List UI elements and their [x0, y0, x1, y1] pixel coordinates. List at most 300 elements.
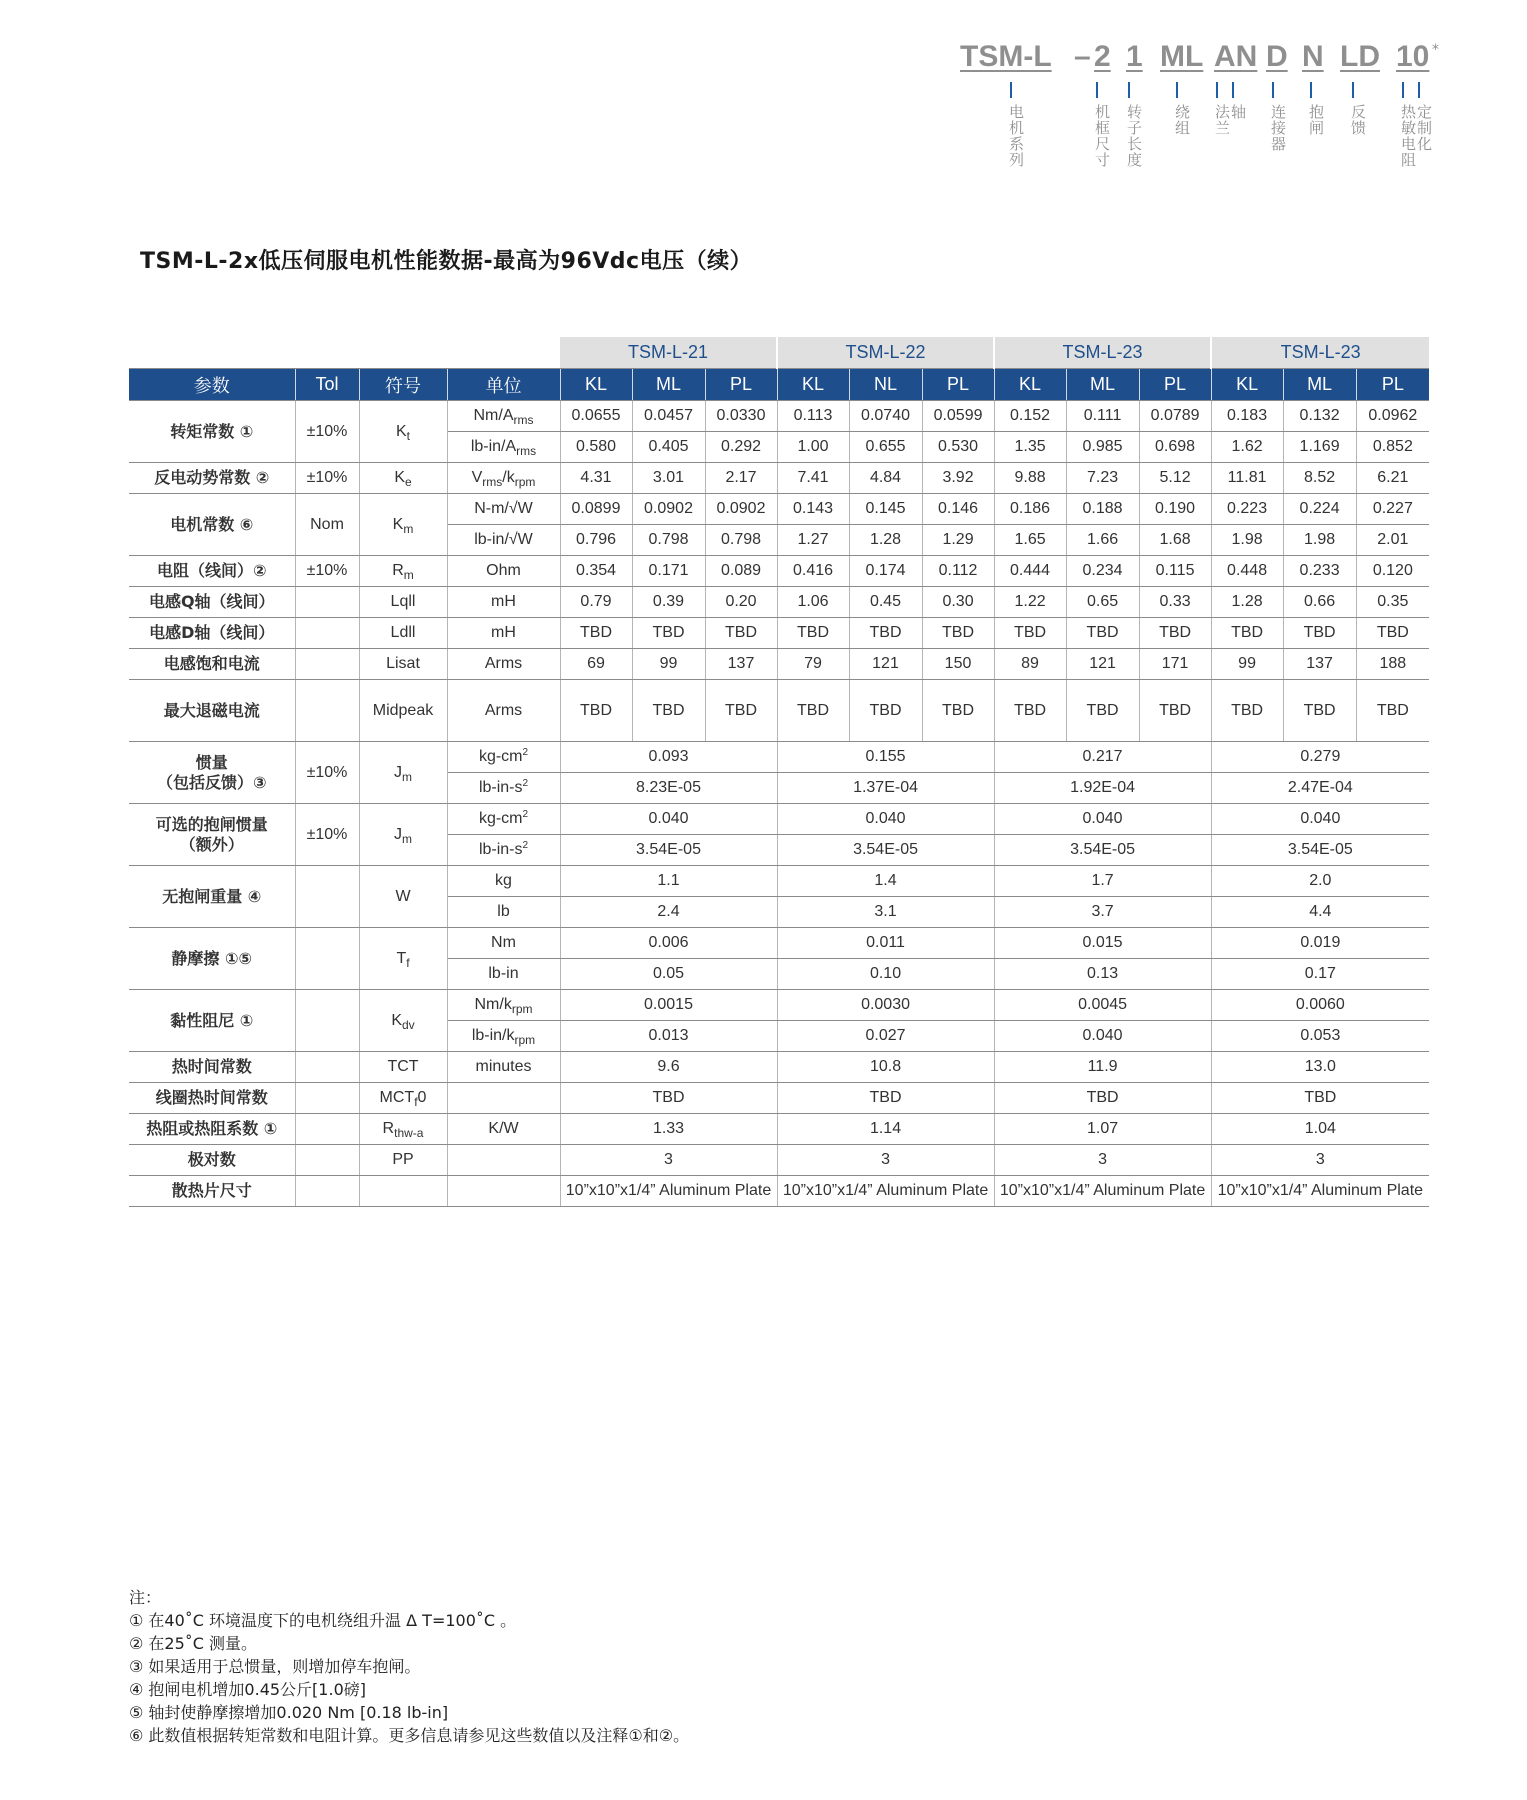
param-label: 无抱闸重量 ④ [129, 866, 295, 928]
value-cell: 0.188 [1066, 494, 1139, 525]
value-cell: 1.65 [994, 525, 1066, 556]
note-item: ② 在25˚C 测量。 [129, 1634, 258, 1653]
symbol-cell: $J_m$ [359, 804, 447, 866]
value-cell: 2.01 [1356, 525, 1429, 556]
unit-cell: K/W [447, 1114, 560, 1145]
value-cell: 0.217 [994, 742, 1211, 773]
value-cell: TBD [632, 618, 705, 649]
note-item: ③ 如果适用于总惯量，则增加停车抱闸。 [129, 1657, 421, 1676]
label-feedback: 反馈 [1350, 82, 1366, 136]
unit-cell: N-m/√W [447, 494, 560, 525]
value-cell: 1.28 [849, 525, 922, 556]
value-cell: 0.111 [1066, 401, 1139, 432]
value-cell: TBD [1283, 618, 1356, 649]
unit-cell: $lb-in/A_{rms}$ [447, 432, 560, 463]
value-cell: 0.354 [560, 556, 632, 587]
tol-cell: ±10% [295, 401, 359, 463]
unit-cell: $V_{rms}/k_{rpm}$ [447, 463, 560, 494]
col-unit: 单位 [447, 369, 560, 401]
value-cell: TBD [1066, 680, 1139, 742]
value-cell: 2.47E-04 [1211, 773, 1429, 804]
value-cell: TBD [1139, 680, 1211, 742]
model-header-2: TSM-L-22 [777, 337, 994, 369]
symbol-cell: $MCT_f0$ [359, 1083, 447, 1114]
value-cell: TBD [1139, 618, 1211, 649]
param-label: 静摩擦 ①⑤ [129, 928, 295, 990]
unit-cell: $lb-in/k_{rpm}$ [447, 1021, 560, 1052]
value-cell: 0.05 [560, 959, 777, 990]
unit-cell [447, 1083, 560, 1114]
value-cell: TBD [632, 680, 705, 742]
param-label: 热时间常数 [129, 1052, 295, 1083]
tol-cell: ±10% [295, 804, 359, 866]
param-label: 电机常数 ⑥ [129, 494, 295, 556]
value-cell: 0.0962 [1356, 401, 1429, 432]
value-cell: TBD [560, 618, 632, 649]
value-cell: 0.143 [777, 494, 849, 525]
value-cell: 188 [1356, 649, 1429, 680]
value-cell: 0.120 [1356, 556, 1429, 587]
value-cell: 0.33 [1139, 587, 1211, 618]
model-header-1: TSM-L-21 [560, 337, 777, 369]
value-cell: 0.183 [1211, 401, 1283, 432]
note-item: ⑥ 此数值根据转矩常数和电阻计算。更多信息请参见这些数值以及注释①和②。 [129, 1726, 690, 1745]
value-cell: 1.4 [777, 866, 994, 897]
value-cell: 0.040 [994, 804, 1211, 835]
value-cell: 0.089 [705, 556, 777, 587]
table-row [129, 928, 1429, 959]
value-cell: TBD [922, 618, 994, 649]
value-cell: 0.30 [922, 587, 994, 618]
param-label: 反电动势常数 ② [129, 463, 295, 494]
unit-cell: Nm [447, 928, 560, 959]
value-cell: 0.798 [705, 525, 777, 556]
unit-cell: $kg-cm^2$ [447, 742, 560, 773]
value-cell: 0.65 [1066, 587, 1139, 618]
value-cell: 79 [777, 649, 849, 680]
param-label: 可选的抱闸惯量 （额外） [129, 804, 295, 866]
col-winding: ML [1283, 369, 1356, 401]
unit-cell: Ohm [447, 556, 560, 587]
value-cell: 4.84 [849, 463, 922, 494]
symbol-cell [359, 1176, 447, 1207]
col-winding: PL [705, 369, 777, 401]
col-param: 参数 [129, 369, 295, 401]
col-sym: 符号 [359, 369, 447, 401]
code-custom: 10 [1396, 40, 1430, 73]
symbol-cell: TCT [359, 1052, 447, 1083]
value-cell: 1.14 [777, 1114, 994, 1145]
value-cell: 0.227 [1356, 494, 1429, 525]
code-connector: D [1266, 40, 1288, 73]
value-cell: 9.6 [560, 1052, 777, 1083]
value-cell: 121 [849, 649, 922, 680]
value-cell: 1.98 [1211, 525, 1283, 556]
unit-cell: $lb-in-s^2$ [447, 773, 560, 804]
table-row [129, 401, 1429, 432]
value-cell: 0.13 [994, 959, 1211, 990]
value-cell: 0.040 [1211, 804, 1429, 835]
label-connector: 连接器 [1270, 82, 1286, 152]
value-cell: 1.68 [1139, 525, 1211, 556]
value-cell: 0.530 [922, 432, 994, 463]
col-winding: PL [922, 369, 994, 401]
tol-cell [295, 990, 359, 1052]
col-winding: ML [632, 369, 705, 401]
value-cell: 0.985 [1066, 432, 1139, 463]
value-cell: 121 [1066, 649, 1139, 680]
value-cell: TBD [849, 618, 922, 649]
col-tol: Tol [295, 369, 359, 401]
label-frame: 机框尺寸 [1094, 82, 1110, 168]
tol-cell [295, 618, 359, 649]
value-cell: 0.45 [849, 587, 922, 618]
symbol-cell: $K_m$ [359, 494, 447, 556]
note-item: ⑤ 轴封使静摩擦增加0.020 Nm [0.18 lb-in] [129, 1703, 449, 1722]
value-cell: TBD [560, 1083, 777, 1114]
value-cell: 0.416 [777, 556, 849, 587]
code-shaft: AN [1214, 40, 1258, 73]
value-cell: 0.146 [922, 494, 994, 525]
value-cell: TBD [1211, 680, 1283, 742]
value-cell: 0.35 [1356, 587, 1429, 618]
notes [129, 1586, 689, 1747]
col-winding: PL [1356, 369, 1429, 401]
table-row [129, 1114, 1429, 1145]
value-cell: TBD [1356, 680, 1429, 742]
value-cell: TBD [777, 1083, 994, 1114]
value-cell: 0.79 [560, 587, 632, 618]
value-cell: 1.35 [994, 432, 1066, 463]
value-cell: 137 [705, 649, 777, 680]
symbol-cell: $K_{dv}$ [359, 990, 447, 1052]
value-cell: 150 [922, 649, 994, 680]
value-cell: 8.23E-05 [560, 773, 777, 804]
table-row [129, 680, 1429, 742]
tol-cell: ±10% [295, 742, 359, 804]
value-cell: 0.655 [849, 432, 922, 463]
col-winding: KL [560, 369, 632, 401]
value-cell: 3 [777, 1145, 994, 1176]
label-brake: 抱闸 [1308, 82, 1324, 136]
value-cell: 10.8 [777, 1052, 994, 1083]
table-row [129, 494, 1429, 525]
value-cell: 0.796 [560, 525, 632, 556]
value-cell: TBD [994, 1083, 1211, 1114]
table-row [129, 1052, 1429, 1083]
value-cell: 0.186 [994, 494, 1066, 525]
symbol-cell: PP [359, 1145, 447, 1176]
value-cell: 1.98 [1283, 525, 1356, 556]
value-cell: 3.54E-05 [777, 835, 994, 866]
value-cell: 0.155 [777, 742, 994, 773]
value-cell: 0.20 [705, 587, 777, 618]
value-cell: 2.17 [705, 463, 777, 494]
value-cell: 10”x10”x1/4” Aluminum Plate [777, 1176, 994, 1207]
value-cell: 0.145 [849, 494, 922, 525]
symbol-cell: Lisat [359, 649, 447, 680]
symbol-cell: Lqll [359, 587, 447, 618]
value-cell: 0.852 [1356, 432, 1429, 463]
value-cell: TBD [705, 618, 777, 649]
value-cell: 4.31 [560, 463, 632, 494]
tol-cell [295, 1114, 359, 1145]
unit-cell: kg [447, 866, 560, 897]
value-cell: 3.54E-05 [1211, 835, 1429, 866]
value-cell: 1.1 [560, 866, 777, 897]
tol-cell [295, 928, 359, 990]
value-cell: TBD [994, 680, 1066, 742]
value-cell: 137 [1283, 649, 1356, 680]
tol-cell: ±10% [295, 556, 359, 587]
symbol-cell: $R_{thw-a}$ [359, 1114, 447, 1145]
value-cell: 0.0789 [1139, 401, 1211, 432]
value-cell: 0.093 [560, 742, 777, 773]
value-cell: 0.798 [632, 525, 705, 556]
code-frame: 2 [1094, 40, 1111, 73]
value-cell: 3.7 [994, 897, 1211, 928]
value-cell: 0.006 [560, 928, 777, 959]
unit-cell [447, 1176, 560, 1207]
value-cell: 3 [560, 1145, 777, 1176]
symbol-cell: Midpeak [359, 680, 447, 742]
value-cell: TBD [922, 680, 994, 742]
value-cell: 0.013 [560, 1021, 777, 1052]
performance-table [129, 337, 1429, 1207]
unit-cell: $lb-in-s^2$ [447, 835, 560, 866]
page-title: TSM-L-2x低压伺服电机性能数据-最高为96Vdc电压（续） [140, 249, 753, 274]
col-winding: PL [1139, 369, 1211, 401]
value-cell: 9.88 [994, 463, 1066, 494]
note-item: ① 在40˚C 环境温度下的电机绕组升温 Δ T=100˚C 。 [129, 1611, 517, 1630]
value-cell: 69 [560, 649, 632, 680]
value-cell: 0.66 [1283, 587, 1356, 618]
value-cell: 171 [1139, 649, 1211, 680]
value-cell: 0.0655 [560, 401, 632, 432]
table-row [129, 990, 1429, 1021]
symbol-cell: $R_m$ [359, 556, 447, 587]
label-thermistor-custom: 热敏电阻 定制化 [1400, 82, 1416, 168]
col-winding: NL [849, 369, 922, 401]
tol-cell [295, 1052, 359, 1083]
tol-cell [295, 587, 359, 618]
table-row [129, 1176, 1429, 1207]
value-cell: 7.41 [777, 463, 849, 494]
value-cell: 0.0599 [922, 401, 994, 432]
value-cell: 0.233 [1283, 556, 1356, 587]
value-cell: 5.12 [1139, 463, 1211, 494]
code-rotor: 1 [1126, 40, 1143, 73]
tol-cell [295, 1145, 359, 1176]
param-label: 黏性阻尼 ① [129, 990, 295, 1052]
symbol-cell: $K_t$ [359, 401, 447, 463]
param-label: 电感饱和电流 [129, 649, 295, 680]
value-cell: 89 [994, 649, 1066, 680]
unit-cell: lb [447, 897, 560, 928]
tol-cell [295, 1083, 359, 1114]
value-cell: 3.54E-05 [560, 835, 777, 866]
param-label: 转矩常数 ① [129, 401, 295, 463]
value-cell: 11.9 [994, 1052, 1211, 1083]
value-cell: 3.1 [777, 897, 994, 928]
table-row [129, 463, 1429, 494]
value-cell: 2.0 [1211, 866, 1429, 897]
tol-cell: Nom [295, 494, 359, 556]
symbol-cell: $T_f$ [359, 928, 447, 990]
col-winding: KL [777, 369, 849, 401]
value-cell: TBD [994, 618, 1066, 649]
note-item: ④ 抱闸电机增加0.45公斤[1.0磅] [129, 1680, 366, 1699]
table-body [129, 401, 1429, 1207]
value-cell: 0.0902 [705, 494, 777, 525]
value-cell: 0.580 [560, 432, 632, 463]
value-cell: 0.0330 [705, 401, 777, 432]
value-cell: TBD [1356, 618, 1429, 649]
param-label: 电感Q轴（线间） [129, 587, 295, 618]
value-cell: 0.115 [1139, 556, 1211, 587]
value-cell: 1.66 [1066, 525, 1139, 556]
value-cell: 0.292 [705, 432, 777, 463]
value-cell: 99 [632, 649, 705, 680]
unit-cell: $Nm/A_{rms}$ [447, 401, 560, 432]
value-cell: 1.00 [777, 432, 849, 463]
value-cell: 8.52 [1283, 463, 1356, 494]
value-cell: 0.040 [777, 804, 994, 835]
value-cell: 1.37E-04 [777, 773, 994, 804]
value-cell: 0.015 [994, 928, 1211, 959]
value-cell: 1.06 [777, 587, 849, 618]
value-cell: 0.011 [777, 928, 994, 959]
value-cell: 0.444 [994, 556, 1066, 587]
value-cell: 0.448 [1211, 556, 1283, 587]
value-cell: 0.234 [1066, 556, 1139, 587]
tol-cell [295, 649, 359, 680]
value-cell: 2.4 [560, 897, 777, 928]
table-row [129, 742, 1429, 773]
param-label: 极对数 [129, 1145, 295, 1176]
value-cell: 4.4 [1211, 897, 1429, 928]
value-cell: 0.174 [849, 556, 922, 587]
value-cell: 0.171 [632, 556, 705, 587]
code-brake: N [1302, 40, 1324, 73]
value-cell: 1.169 [1283, 432, 1356, 463]
label-winding: 绕组 [1174, 82, 1190, 136]
value-cell: 0.132 [1283, 401, 1356, 432]
code-dash: – [1074, 40, 1091, 73]
param-label: 惯量 （包括反馈）③ [129, 742, 295, 804]
value-cell: 0.0457 [632, 401, 705, 432]
value-cell: TBD [777, 618, 849, 649]
value-cell: 0.223 [1211, 494, 1283, 525]
value-cell: 0.0902 [632, 494, 705, 525]
unit-cell: Arms [447, 649, 560, 680]
value-cell: 0.10 [777, 959, 994, 990]
value-cell: 1.04 [1211, 1114, 1429, 1145]
table-row [129, 1083, 1429, 1114]
value-cell: 0.113 [777, 401, 849, 432]
value-cell: 0.224 [1283, 494, 1356, 525]
value-cell: TBD [849, 680, 922, 742]
value-cell: TBD [560, 680, 632, 742]
value-cell: 3 [994, 1145, 1211, 1176]
value-cell: TBD [705, 680, 777, 742]
note-heading: 注： [129, 1588, 162, 1607]
value-cell: 11.81 [1211, 463, 1283, 494]
value-cell: 0.17 [1211, 959, 1429, 990]
unit-cell: mH [447, 618, 560, 649]
table-row [129, 804, 1429, 835]
value-cell: 1.28 [1211, 587, 1283, 618]
label-rotor: 转子长度 [1126, 82, 1142, 168]
param-label: 线圈热时间常数 [129, 1083, 295, 1114]
col-winding: ML [1066, 369, 1139, 401]
value-cell: 0.040 [560, 804, 777, 835]
value-cell: TBD [1283, 680, 1356, 742]
tol-cell [295, 1176, 359, 1207]
table-row [129, 866, 1429, 897]
value-cell: 1.62 [1211, 432, 1283, 463]
symbol-cell: $K_e$ [359, 463, 447, 494]
value-cell: 10”x10”x1/4” Aluminum Plate [1211, 1176, 1429, 1207]
value-cell: 0.0740 [849, 401, 922, 432]
unit-cell: Arms [447, 680, 560, 742]
value-cell: 10”x10”x1/4” Aluminum Plate [560, 1176, 777, 1207]
code-asterisk: * [1432, 42, 1439, 58]
unit-cell: $Nm/k_{rpm}$ [447, 990, 560, 1021]
table-row [129, 556, 1429, 587]
value-cell: 0.040 [994, 1021, 1211, 1052]
value-cell: 0.152 [994, 401, 1066, 432]
value-cell: 1.07 [994, 1114, 1211, 1145]
value-cell: 0.053 [1211, 1021, 1429, 1052]
value-cell: TBD [1066, 618, 1139, 649]
value-cell: 1.92E-04 [994, 773, 1211, 804]
tol-cell: ±10% [295, 463, 359, 494]
value-cell: 0.0899 [560, 494, 632, 525]
value-cell: 3.92 [922, 463, 994, 494]
value-cell: 1.33 [560, 1114, 777, 1145]
label-series: 电机系列 [1008, 82, 1024, 168]
value-cell: 10”x10”x1/4” Aluminum Plate [994, 1176, 1211, 1207]
value-cell: 1.27 [777, 525, 849, 556]
value-cell: 7.23 [1066, 463, 1139, 494]
value-cell: 13.0 [1211, 1052, 1429, 1083]
value-cell: 3.01 [632, 463, 705, 494]
table-row [129, 618, 1429, 649]
value-cell: 0.0060 [1211, 990, 1429, 1021]
table-row [129, 649, 1429, 680]
model-header-3: TSM-L-23 [994, 337, 1211, 369]
value-cell: 0.0015 [560, 990, 777, 1021]
value-cell: 0.698 [1139, 432, 1211, 463]
unit-cell [447, 1145, 560, 1176]
value-cell: 1.22 [994, 587, 1066, 618]
value-cell: 6.21 [1356, 463, 1429, 494]
model-code [960, 40, 1480, 180]
code-feedback: LD [1340, 40, 1380, 73]
param-label: 散热片尺寸 [129, 1176, 295, 1207]
param-label: 电阻（线间）② [129, 556, 295, 587]
value-cell: 0.190 [1139, 494, 1211, 525]
table-row [129, 587, 1429, 618]
unit-cell: $kg-cm^2$ [447, 804, 560, 835]
symbol-cell: $J_m$ [359, 742, 447, 804]
value-cell: 99 [1211, 649, 1283, 680]
unit-cell: minutes [447, 1052, 560, 1083]
param-label: 热阻或热阻系数 ① [129, 1114, 295, 1145]
param-label: 电感D轴（线间） [129, 618, 295, 649]
label-shaft-flange: 法兰 轴 [1214, 82, 1230, 136]
